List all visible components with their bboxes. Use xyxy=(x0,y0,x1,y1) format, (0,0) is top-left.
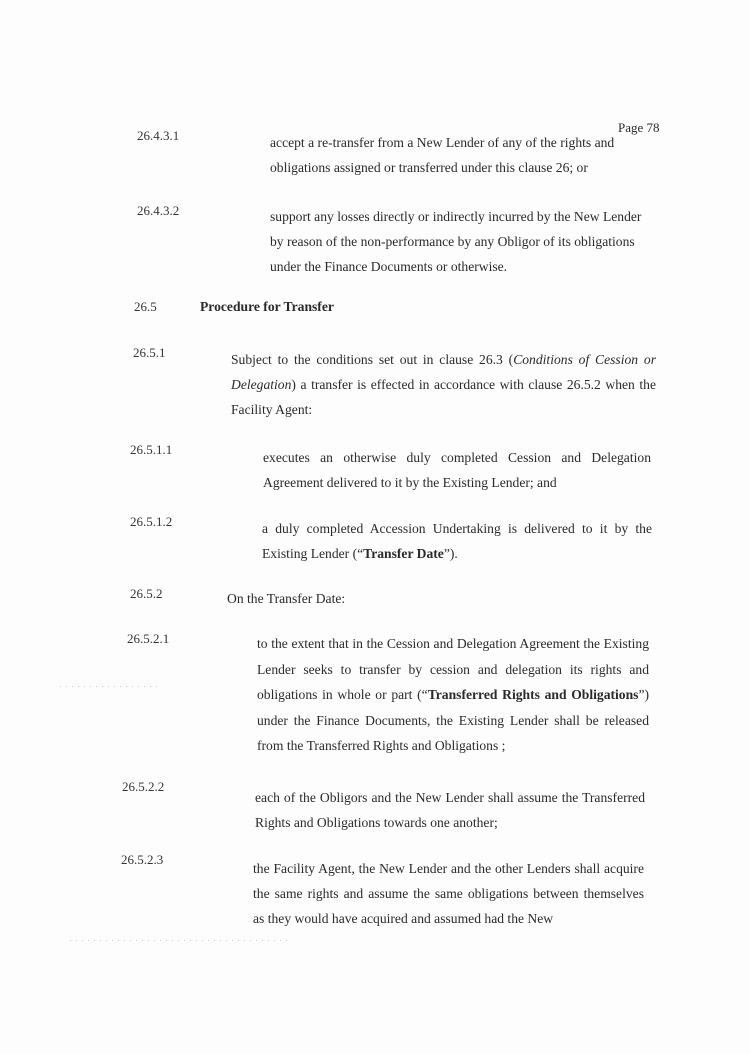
page-number: Page 78 xyxy=(618,120,660,135)
scan-artifact xyxy=(70,940,290,941)
clause-number: 26.5.2 xyxy=(130,586,163,601)
clause-text xyxy=(270,204,660,279)
clause-line: support any losses directly or indirectly incurred by the New Lender xyxy=(270,209,642,224)
defined-term: Transferred Rights and Obligations xyxy=(427,687,639,702)
clause-text: each of the Obligors and the New Lender shall assume the Transferred Rights and Obligations towards one another; xyxy=(255,790,645,830)
clause-text: executes an otherwise duly completed Cession and Delegation Agreement delivered to it by the Existing Lender; and xyxy=(263,450,651,490)
clause-text-part: Subject to the conditions set out in clause 26.3 ( xyxy=(231,352,514,367)
clause-text xyxy=(257,611,649,759)
section-heading: Procedure for Transfer xyxy=(200,299,334,314)
clause-text-part: ”) under the Finance Documents, the Existing Lender shall be released from the Transferred Rights and Obligations ; xyxy=(257,687,649,753)
defined-term: Transfer Date xyxy=(363,546,444,561)
clause-line: by reason of the non-performance by any Obligor of its obligations xyxy=(270,234,635,249)
clause-text-part: ”). xyxy=(443,546,458,561)
clause-number: 26.5.2.1 xyxy=(127,631,170,646)
clause-number: 26.5.2.3 xyxy=(121,852,164,867)
clause-number: 26.4.3.2 xyxy=(137,203,180,218)
clause-text-part: to the extent that in the Cession and Delegation Agreement the Existing Lender seeks to transfer by cession and delegation its rights and obligations in whole or part (“ xyxy=(257,636,649,702)
clause-text xyxy=(231,347,656,422)
clause-reference: Conditions of Cession or Delegation xyxy=(231,352,656,392)
scan-artifact xyxy=(60,686,160,687)
clause-text xyxy=(262,516,652,566)
clause-text: On the Transfer Date: xyxy=(227,591,346,606)
clause-number: 26.4.3.1 xyxy=(137,128,180,143)
clause-text-part: a duly completed Accession Undertaking is delivered to it by the Existing Lender (“ xyxy=(262,521,652,561)
clause-line: obligations assigned or transferred under this clause 26; or xyxy=(270,160,588,175)
clause-text xyxy=(270,130,660,180)
clause-number: 26.5.1.2 xyxy=(130,514,173,529)
clause-number: 26.5 xyxy=(134,299,157,314)
clause-line: under the Finance Documents or otherwise. xyxy=(270,259,508,274)
clause-line: accept a re-transfer from a New Lender of any of the rights and xyxy=(270,135,615,150)
clause-number: 26.5.2.2 xyxy=(122,779,165,794)
clause-text: the Facility Agent, the New Lender and the other Lenders shall acquire the same rights and assume the same obligations between themselves as they would have acquired and assumed had the New xyxy=(253,861,644,926)
clause-text-part: ) a transfer is effected in accordance with clause 26.5.2 when the Facility Agent: xyxy=(231,377,656,417)
clause-number: 26.5.1 xyxy=(133,345,166,360)
clause-number: 26.5.1.1 xyxy=(130,442,173,457)
